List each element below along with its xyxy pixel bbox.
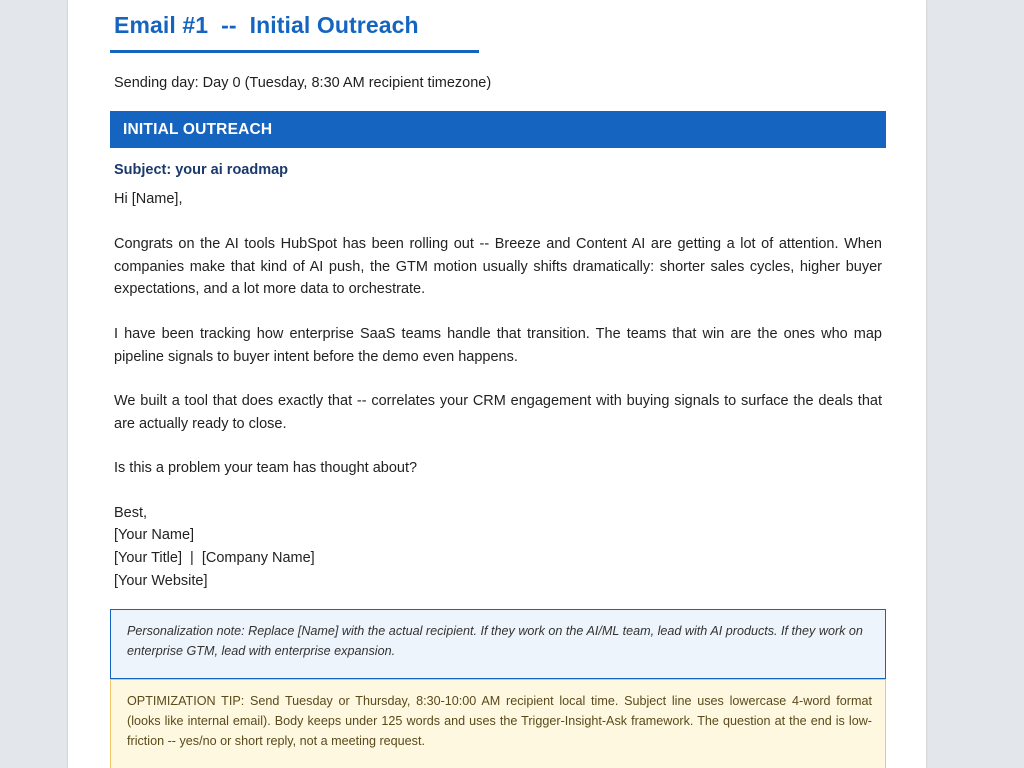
optimization-tip-box [110,679,886,768]
section-header-bar [110,111,886,148]
email-paragraph: We built a tool that does exactly that -- correlates your CRM engagement with buying signals to surface the deals that are actually ready to close. [114,393,882,432]
email-paragraph: Is this a problem your team has thought about? [114,460,418,476]
title-underline [110,50,479,53]
email-subject: Subject: your ai roadmap [114,162,289,178]
document-title: Email #1 -- Initial Outreach [114,12,419,38]
signature-closing: Best, [114,505,148,521]
sending-day: Sending day: Day 0 (Tuesday, 8:30 AM recipient timezone) [114,75,492,91]
signature-website: [Your Website] [114,573,208,589]
signature-title-company: [Your Title] | [Company Name] [114,550,315,566]
signature-name: [Your Name] [114,527,195,543]
email-paragraph: Congrats on the AI tools HubSpot has been rolling out -- Breeze and Content AI are getting a lot of attention. When companies make that kind of AI push, the GTM motion usually shifts dramatically: shorter sales cycles, higher buyer expectations, and a lot more data to orchestrate. [114,236,882,298]
email-greeting: Hi [Name], [114,191,183,207]
document-page [68,0,926,768]
section-header-label: INITIAL OUTREACH [123,121,273,138]
email-paragraph: I have been tracking how enterprise SaaS teams handle that transition. The teams that win are the ones who map pipeline signals to buyer intent before the demo even happens. [114,326,882,365]
personalization-note-box [110,609,886,679]
personalization-note: Personalization note: Replace [Name] with the actual recipient. If they work on the AI/ML team, lead with AI products. If they work on enterprise GTM, lead with enterprise expansion. [127,624,863,659]
optimization-tip: OPTIMIZATION TIP: Send Tuesday or Thursday, 8:30-10:00 AM recipient local time. Subject line uses lowercase 4-word format (looks like internal email). Body keeps under 125 words and uses the Trigger-Insight-Ask framework. The question at the end is low-friction -- yes/no or short reply, not a meeting request. [127,694,872,749]
